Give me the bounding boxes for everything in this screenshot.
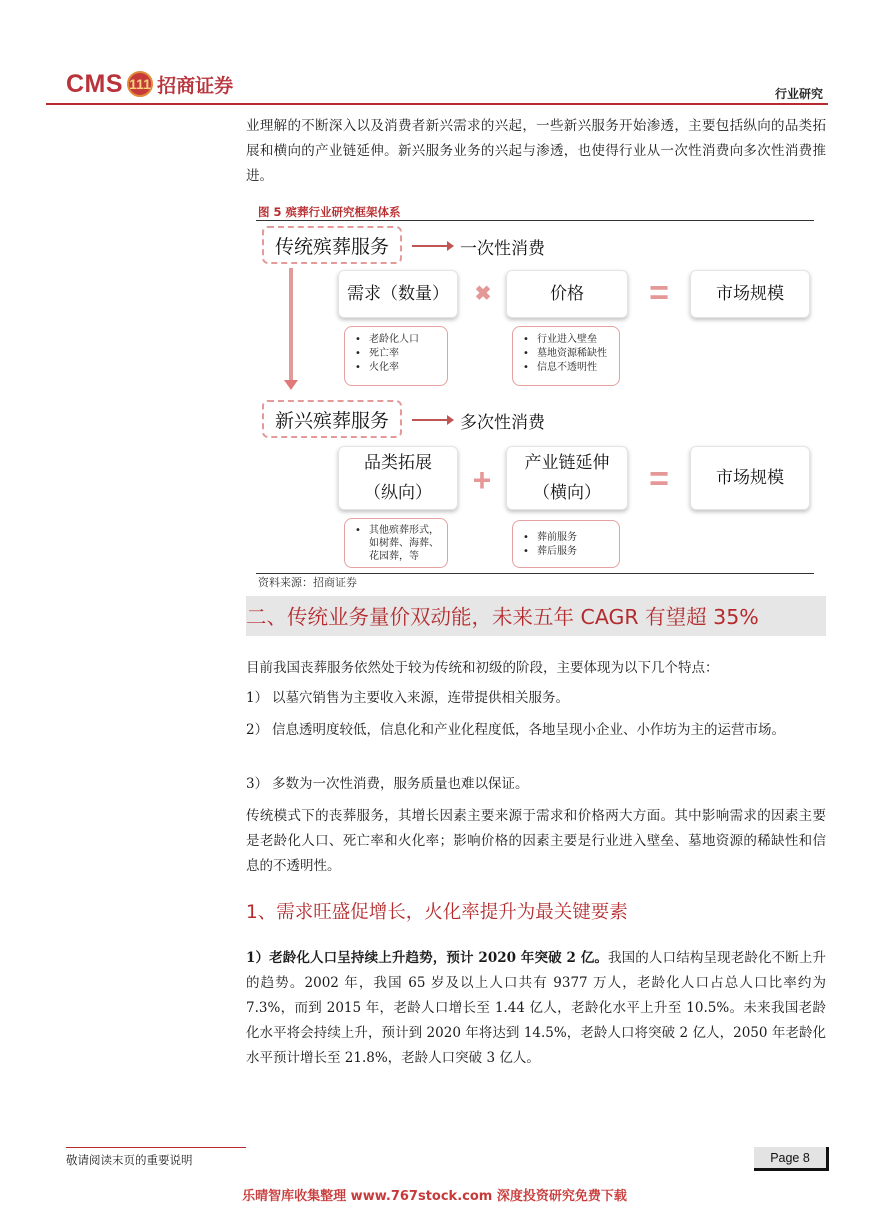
list-item: • 火化率 xyxy=(355,361,439,375)
industry-chain-card xyxy=(506,446,628,510)
price-factors-box xyxy=(512,326,620,386)
logo-chinese-text: 招商证券 xyxy=(157,74,234,97)
arrow-down-icon xyxy=(284,380,298,390)
chain-services-box xyxy=(512,520,620,568)
list-item: • 行业进入壁垒 xyxy=(523,333,611,347)
demand-card: 需求（数量） xyxy=(338,270,458,318)
factors-paragraph: 传统模式下的丧葬服务，其增长因素主要来源于需求和价格两大方面。其中影响需求的因素主要是老龄化人口、死亡率和火化率；影响价格的因素主要是行业进入壁垒、墓地资源的稀缺性和信息的不透明性。 xyxy=(246,808,826,874)
watermark-link[interactable]: 乐晴智库收集整理 www.767stock.com 深度投资研究免费下载 xyxy=(242,1189,627,1204)
list-text: 多数为一次性消费，服务质量也难以保证。 xyxy=(272,776,529,792)
list-number: 2） xyxy=(246,722,269,738)
list-item xyxy=(246,772,826,797)
market-size-card: 市场规模 xyxy=(690,446,810,510)
one-time-consumption-label: 一次性消费 xyxy=(460,239,545,259)
page-number: Page 8 xyxy=(754,1147,829,1171)
arrow-right-icon xyxy=(412,419,448,421)
subsection-title: 1、需求旺盛促增长，火化率提升为最关键要素 xyxy=(246,902,628,923)
logo-cms-text: CMS xyxy=(66,69,124,98)
aging-paragraph xyxy=(246,946,826,1071)
list-text: 信息透明度较低，信息化和产业化程度低，各地呈现小企业、小作坊为主的运营市场。 xyxy=(272,722,785,738)
figure-title: 图 5 殡葬行业研究框架体系 xyxy=(258,205,401,219)
list-text: 以墓穴销售为主要收入来源，连带提供相关服务。 xyxy=(272,690,569,706)
list-item: • 老龄化人口 xyxy=(355,333,439,347)
multiple-consumption-label: 多次性消费 xyxy=(460,413,545,433)
multiply-icon: ✖ xyxy=(474,282,492,305)
plus-icon: + xyxy=(472,461,492,498)
list-number: 3） xyxy=(246,776,269,792)
market-size-card: 市场规模 xyxy=(690,270,810,318)
demand-factors-box xyxy=(344,326,448,386)
category-examples-box xyxy=(344,518,448,568)
traditional-service-box: 传统殡葬服务 xyxy=(262,226,402,264)
aging-body: 我国的人口结构呈现老龄化不断上升的趋势。2002 年，我国 65 岁及以上人口共有 9377 万人，老龄化人口占总人口比率约为 7.3%，而到 2015 年，老龄人口增长至 1.44 亿人，老龄化水平上升至 10.5%。未来我国老龄化水平将会持续上升，预计到 2020 年将达到 14.5%，老龄人口将突破 2 亿人，2050 年老龄化水平预计增长至 21.8%，老龄人口突破 3 亿人。 xyxy=(246,950,826,1066)
list-number: 1） xyxy=(246,690,269,706)
footer-disclaimer-note: 敬请阅读末页的重要说明 xyxy=(66,1153,193,1167)
section-intro: 目前我国丧葬服务依然处于较为传统和初级的阶段，主要体现为以下几个特点： xyxy=(246,660,719,676)
list-item: • 信息不透明性 xyxy=(523,361,611,375)
list-item: • 死亡率 xyxy=(355,347,439,361)
header-divider xyxy=(46,103,828,105)
arrow-right-icon xyxy=(412,245,448,247)
industry-chain-direction: （横向） xyxy=(533,483,601,503)
emerging-service-box: 新兴殡葬服务 xyxy=(262,400,402,438)
price-card: 价格 xyxy=(506,270,628,318)
figure-top-rule xyxy=(256,220,814,221)
list-item xyxy=(246,686,826,711)
list-item: • 墓地资源稀缺性 xyxy=(523,347,611,361)
category-expansion-card xyxy=(338,446,458,510)
section-title: 二、传统业务量价双动能，未来五年 CAGR 有望超 35% xyxy=(246,605,759,629)
equals-icon: = xyxy=(649,273,669,312)
company-logo xyxy=(66,66,233,102)
equals-icon: = xyxy=(649,459,669,498)
logo-badge-icon: 111 xyxy=(127,71,153,97)
figure-source: 资料来源：招商证券 xyxy=(258,576,357,589)
intro-paragraph: 业理解的不断深入以及消费者新兴需求的兴起，一些新兴服务开始渗透，主要包括纵向的品类拓展和横向的产业链延伸。新兴服务业务的兴起与渗透，也使得行业从一次性消费向多次性消费推进。 xyxy=(246,118,826,184)
aging-lead: 1）老龄化人口呈持续上升趋势，预计 2020 年突破 2 亿。 xyxy=(246,950,609,966)
vertical-connector xyxy=(289,268,293,380)
report-category: 行业研究 xyxy=(774,87,823,101)
industry-chain-label: 产业链延伸 xyxy=(524,453,610,473)
list-item: • 其他殡葬形式，如树葬、海葬、花园葬，等 xyxy=(355,524,439,563)
footer-divider xyxy=(66,1147,246,1148)
list-item xyxy=(246,718,826,743)
list-item: • 葬后服务 xyxy=(523,545,611,559)
category-expansion-direction: （纵向） xyxy=(364,483,432,503)
category-expansion-label: 品类拓展 xyxy=(364,453,432,473)
list-item: • 葬前服务 xyxy=(523,531,611,545)
